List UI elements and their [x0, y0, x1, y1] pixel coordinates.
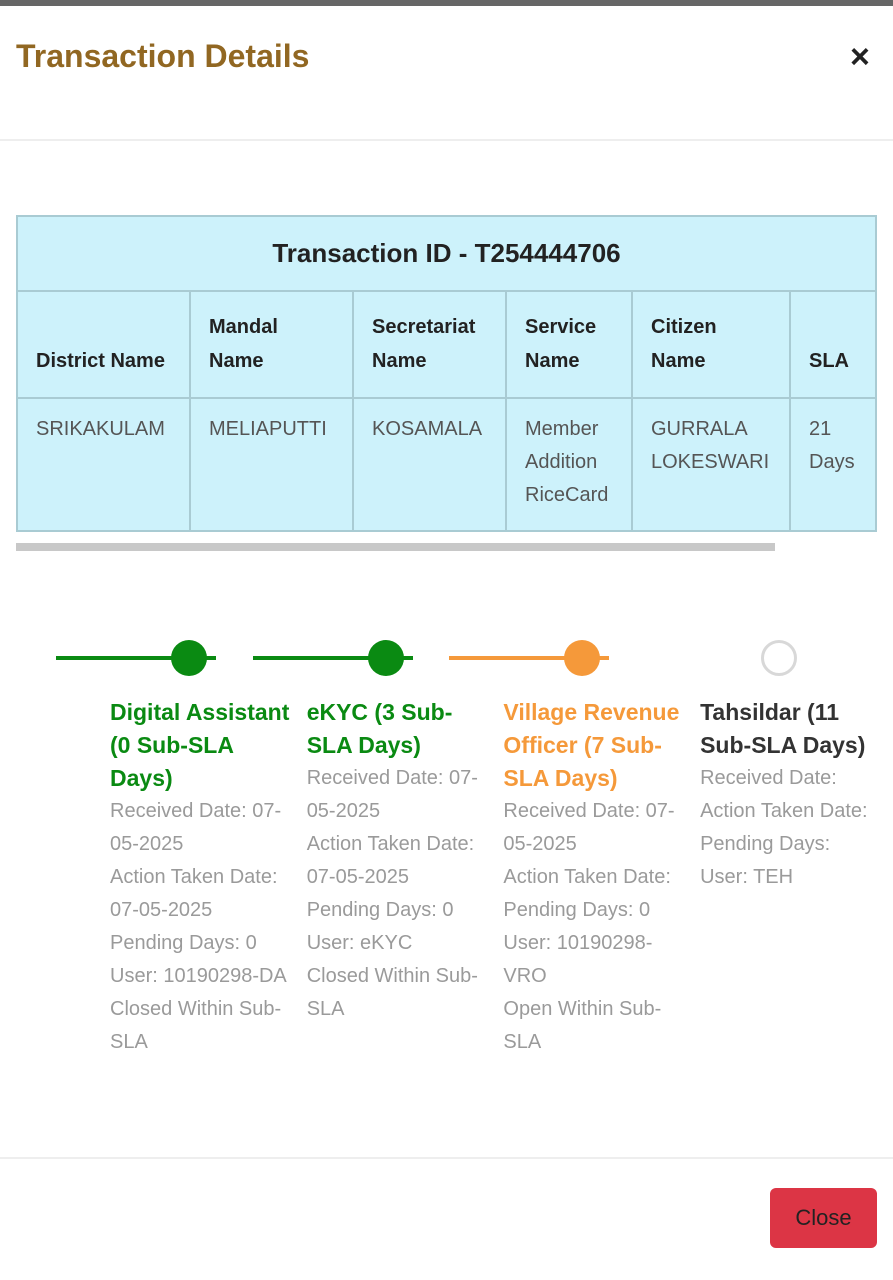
step-marker-icon — [761, 640, 797, 676]
step-detail: Action Taken Date: 07-05-2025 — [306, 833, 475, 888]
modal-title: Transaction Details — [16, 38, 310, 74]
transaction-id: Transaction ID - T254444706 — [17, 216, 876, 291]
step-detail: Closed Within Sub-SLA — [110, 998, 282, 1053]
timeline-step — [307, 696, 487, 1026]
timeline-step — [700, 696, 880, 894]
step-marker-icon — [171, 640, 207, 676]
horizontal-scrollbar[interactable] — [16, 543, 775, 551]
step-title: eKYC (3 Sub-SLA Days) — [306, 699, 453, 758]
cell-district: SRIKAKULAM — [17, 398, 190, 531]
step-detail: Action Taken Date: — [503, 866, 671, 888]
step-detail: Received Date: 07-05-2025 — [503, 800, 675, 855]
step-detail: Open Within Sub-SLA — [503, 998, 662, 1053]
footer-divider — [0, 1157, 893, 1159]
timeline-step — [503, 696, 683, 1059]
header-sla: SLA — [790, 291, 876, 398]
step-title: Village Revenue Officer (7 Sub-SLA Days) — [503, 699, 680, 791]
close-button[interactable]: Close — [770, 1188, 877, 1248]
step-detail: User: eKYC — [306, 932, 413, 954]
header-service: Service Name — [506, 291, 632, 398]
header-divider — [0, 139, 893, 141]
close-icon[interactable]: × — [850, 38, 870, 76]
step-detail: Pending Days: 0 — [306, 899, 454, 921]
cell-mandal: MELIAPUTTI — [190, 398, 353, 531]
step-detail: Pending Days: 0 — [110, 932, 257, 954]
step-detail: Pending Days: 0 — [503, 899, 651, 921]
cell-secretariat: KOSAMALA — [353, 398, 506, 531]
step-detail: Received Date: 07-05-2025 — [110, 800, 282, 855]
step-detail: User: 10190298-VRO — [503, 932, 653, 987]
header-mandal: Mandal Name — [190, 291, 353, 398]
step-detail: User: 10190298-DA — [110, 965, 287, 987]
step-detail: Action Taken Date: — [700, 800, 868, 822]
step-detail: Received Date: — [700, 767, 837, 789]
step-detail: Closed Within Sub-SLA — [306, 965, 478, 1020]
step-detail: User: TEH — [700, 866, 794, 888]
header-citizen: Citizen Name — [632, 291, 790, 398]
cell-service: Member Addition RiceCard — [506, 398, 632, 531]
step-detail: Action Taken Date: 07-05-2025 — [110, 866, 278, 921]
step-marker-icon — [368, 640, 404, 676]
step-title: Digital Assistant (0 Sub-SLA Days) — [110, 699, 290, 791]
cell-sla: 21 Days — [790, 398, 876, 531]
step-title: Tahsildar (11 Sub-SLA Days) — [700, 699, 866, 758]
timeline-step — [110, 696, 290, 1059]
transaction-table — [16, 215, 877, 532]
top-strip — [0, 0, 893, 6]
step-detail: Received Date: 07-05-2025 — [306, 767, 478, 822]
header-secretariat: Secretariat Name — [353, 291, 506, 398]
header-district: District Name — [17, 291, 190, 398]
step-marker-icon — [564, 640, 600, 676]
cell-citizen: GURRALA LOKESWARI — [632, 398, 790, 531]
step-detail: Pending Days: — [700, 833, 831, 855]
